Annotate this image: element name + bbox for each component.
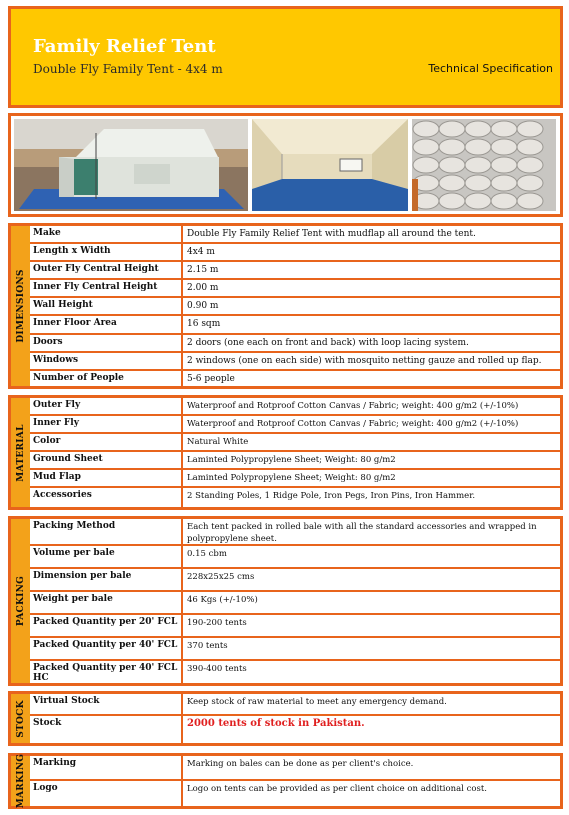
spec-label: Logo bbox=[30, 781, 183, 806]
spec-label: Packing Method bbox=[30, 519, 183, 544]
spec-label: Volume per bale bbox=[30, 546, 183, 567]
marking-section bbox=[8, 753, 563, 809]
spec-value: Laminted Polypropylene Sheet; Weight: 80 g/m2 bbox=[187, 473, 396, 483]
stock-section bbox=[8, 691, 563, 746]
table-row bbox=[30, 262, 560, 280]
spec-label: Stock bbox=[30, 716, 183, 743]
table-row bbox=[30, 371, 560, 386]
table-row bbox=[30, 434, 560, 452]
packing-section bbox=[8, 516, 563, 686]
dimensions-section bbox=[8, 223, 563, 389]
table-row bbox=[30, 280, 560, 298]
spec-table bbox=[30, 756, 560, 806]
section-title: STOCK bbox=[15, 699, 26, 738]
spec-label: Windows bbox=[30, 353, 183, 369]
spec-value: 2.00 m bbox=[187, 283, 219, 293]
packing-label bbox=[11, 519, 30, 683]
spec-label: Ground Sheet bbox=[30, 452, 183, 468]
table-row bbox=[30, 519, 560, 546]
spec-label: Wall Height bbox=[30, 298, 183, 314]
spec-value: 16 sqm bbox=[187, 319, 221, 329]
spec-label: Inner Floor Area bbox=[30, 316, 183, 333]
section-title: PACKING bbox=[15, 575, 26, 627]
spec-value: 5-6 people bbox=[187, 374, 235, 384]
table-row bbox=[30, 416, 560, 434]
table-row bbox=[30, 615, 560, 638]
table-row bbox=[30, 756, 560, 781]
table-row bbox=[30, 569, 560, 592]
spec-value: Laminted Polypropylene Sheet; Weight: 80 g/m2 bbox=[187, 455, 396, 465]
spec-label: Virtual Stock bbox=[30, 694, 183, 714]
spec-value: 390-400 tents bbox=[187, 664, 247, 674]
spec-value: Natural White bbox=[187, 437, 249, 447]
spec-value: 2 windows (one on each side) with mosquito netting gauze and rolled up flap. bbox=[187, 356, 542, 366]
section-title: DIMENSIONS bbox=[15, 269, 26, 343]
document-title: Family Relief Tent bbox=[33, 36, 216, 57]
spec-label: Color bbox=[30, 434, 183, 450]
spec-value: Keep stock of raw material to meet any emergency demand. bbox=[187, 697, 447, 707]
table-row bbox=[30, 316, 560, 335]
table-row bbox=[30, 298, 560, 316]
spec-value: Waterproof and Rotproof Cotton Canvas / Fabric; weight: 400 g/m2 (+/-10%) bbox=[187, 401, 519, 411]
spec-table bbox=[30, 694, 560, 743]
table-row bbox=[30, 716, 560, 743]
spec-label: Number of People bbox=[30, 371, 183, 386]
spec-label: Dimension per bale bbox=[30, 569, 183, 590]
spec-table bbox=[30, 398, 560, 507]
table-row bbox=[30, 592, 560, 615]
table-row bbox=[30, 546, 560, 569]
spec-label: Packed Quantity per 20' FCL bbox=[30, 615, 183, 636]
stock-label bbox=[11, 694, 30, 743]
spec-label: Outer Fly Central Height bbox=[30, 262, 183, 278]
table-row bbox=[30, 488, 560, 507]
spec-table bbox=[30, 226, 560, 386]
table-row bbox=[30, 638, 560, 661]
spec-value: Logo on tents can be provided as per client choice on additional cost. bbox=[187, 784, 487, 794]
photo-strip bbox=[8, 113, 563, 217]
spec-value: 46 Kgs (+/-10%) bbox=[187, 595, 258, 605]
spec-label: Packed Quantity per 40' FCL HC bbox=[30, 661, 183, 683]
table-row bbox=[30, 661, 560, 683]
spec-label: Outer Fly bbox=[30, 398, 183, 414]
dimensions-label bbox=[11, 226, 30, 386]
spec-label: Weight per bale bbox=[30, 592, 183, 613]
packed-bales-photo bbox=[412, 119, 556, 211]
marking-label bbox=[11, 753, 30, 809]
spec-label: Mud Flap bbox=[30, 470, 183, 486]
spec-label: Inner Fly Central Height bbox=[30, 280, 183, 296]
spec-label: Accessories bbox=[30, 488, 183, 507]
tent-exterior-photo bbox=[14, 119, 248, 211]
tent-interior-photo bbox=[252, 119, 408, 211]
table-row bbox=[30, 244, 560, 262]
document-subtitle: Double Fly Family Tent - 4x4 m bbox=[33, 62, 223, 76]
spec-label: Packed Quantity per 40' FCL bbox=[30, 638, 183, 659]
spec-value: 370 tents bbox=[187, 641, 228, 651]
spec-table bbox=[30, 519, 560, 683]
spec-label: Inner Fly bbox=[30, 416, 183, 432]
table-row bbox=[30, 226, 560, 244]
spec-label: Make bbox=[30, 226, 183, 242]
table-row bbox=[30, 781, 560, 806]
table-row bbox=[30, 398, 560, 416]
spec-value: 0.90 m bbox=[187, 301, 219, 311]
spec-value: Double Fly Family Relief Tent with mudflap all around the tent. bbox=[187, 229, 476, 239]
spec-label: Doors bbox=[30, 335, 183, 351]
spec-label: Length x Width bbox=[30, 244, 183, 260]
spec-tag: Technical Specification bbox=[428, 62, 553, 75]
table-row bbox=[30, 335, 560, 353]
spec-value: Waterproof and Rotproof Cotton Canvas / Fabric; weight: 400 g/m2 (+/-10%) bbox=[187, 419, 519, 429]
spec-value: 2.15 m bbox=[187, 265, 219, 275]
material-label bbox=[11, 398, 30, 507]
section-title: MARKING bbox=[15, 753, 26, 809]
table-row bbox=[30, 470, 560, 488]
spec-value: Each tent packed in rolled bale with all the standard accessories and wrapped in polypropylene sheet. bbox=[187, 522, 537, 544]
spec-value: Marking on bales can be done as per client's choice. bbox=[187, 759, 414, 769]
section-title: MATERIAL bbox=[15, 423, 26, 482]
table-row bbox=[30, 694, 560, 716]
spec-label: Marking bbox=[30, 756, 183, 779]
stock-highlight: 2000 tents of stock in Pakistan. bbox=[187, 718, 365, 729]
spec-value: 0.15 cbm bbox=[187, 549, 227, 559]
spec-value: 2 doors (one each on front and back) with loop lacing system. bbox=[187, 338, 469, 348]
spec-value: 228x25x25 cms bbox=[187, 572, 255, 582]
header-banner bbox=[8, 6, 563, 108]
table-row bbox=[30, 353, 560, 371]
table-row bbox=[30, 452, 560, 470]
spec-value: 4x4 m bbox=[187, 247, 215, 257]
material-section bbox=[8, 395, 563, 510]
spec-value: 190-200 tents bbox=[187, 618, 247, 628]
spec-value: 2 Standing Poles, 1 Ridge Pole, Iron Pegs, Iron Pins, Iron Hammer. bbox=[187, 491, 476, 501]
